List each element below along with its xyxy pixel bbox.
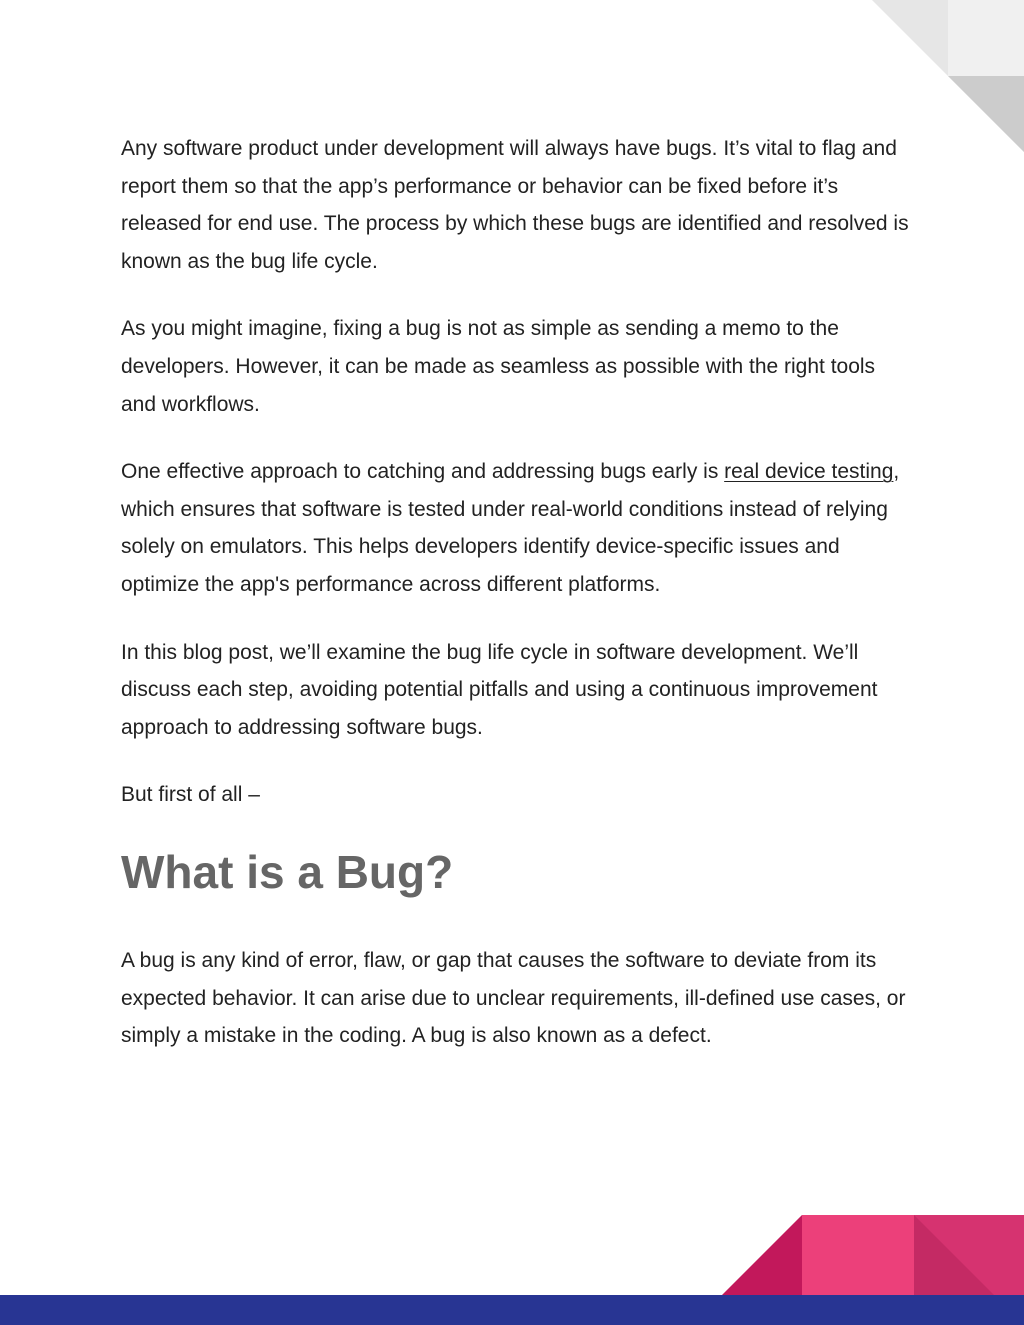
intro-paragraph-3-lead: One effective approach to catching and addressing bugs early is — [121, 460, 725, 484]
section-paragraph-1: A bug is any kind of error, flaw, or gap that causes the software to deviate from its expected behavior. It can arise due to unclear requirements, ill-defined use cases, or simply a mistake in the coding. A bug is also known as a defect. — [121, 948, 906, 1048]
intro-paragraph-3 — [121, 453, 911, 603]
real-device-testing-link[interactable]: real device testing — [724, 460, 894, 484]
intro-paragraph-2: As you might imagine, fixing a bug is not as simple as sending a memo to the developers. However, it can be made as seamless as possible with the right tools and workflows. — [121, 317, 876, 416]
intro-paragraph-4: In this blog post, we’ll examine the bug life cycle in software development. We’ll discuss each step, avoiding potential pitfalls and using a continuous improvement approach to addressing software bugs. — [121, 640, 878, 739]
intro-paragraph-3-rest: , which ensures that software is tested under real-world conditions instead of relying solely on emulators. This helps developers identify device-specific issues and optimize the app's performance across different platforms. — [121, 460, 900, 596]
intro-paragraph-5: But first of all – — [121, 783, 260, 807]
article-body — [121, 130, 911, 1085]
footer-bar — [0, 1295, 1024, 1325]
section-heading: What is a Bug? — [121, 845, 454, 898]
intro-paragraph-1: Any software product under development will always have bugs. It’s vital to flag and report them so that the app’s performance or behavior can be fixed before it’s released for end use. The process by which these bugs are identified and resolved is known as the bug life cycle. — [121, 137, 909, 273]
